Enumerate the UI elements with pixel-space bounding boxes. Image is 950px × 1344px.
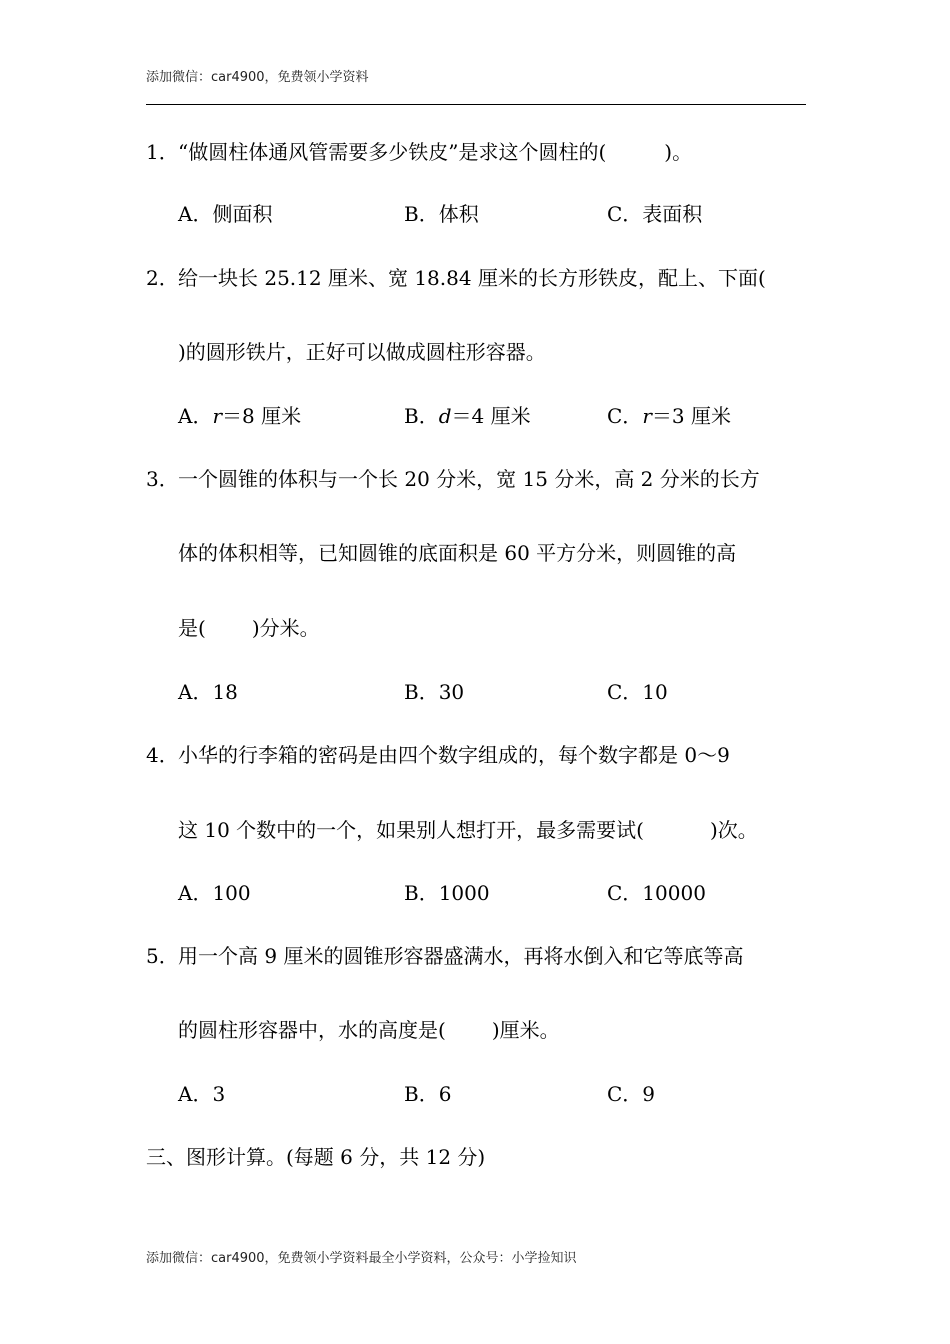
question-number: 3． xyxy=(146,467,179,491)
option-a[interactable]: A．18 xyxy=(178,680,238,704)
question-text-line-1: 小华的行李箱的密码是由四个数字组成的，每个数字都是 0～9 xyxy=(178,743,730,767)
question-text-line-2: 的圆柱形容器中，水的高度是( )厘米。 xyxy=(178,1018,560,1042)
option-b[interactable]: B．d＝4 厘米 xyxy=(404,404,531,428)
question-text-line-1: 用一个高 9 厘米的圆锥形容器盛满水，再将水倒入和它等底等高 xyxy=(178,944,744,968)
option-c[interactable]: C．10000 xyxy=(607,881,706,905)
option-c[interactable]: C．r＝3 厘米 xyxy=(607,404,731,428)
question-text-line-2: )的圆形铁片，正好可以做成圆柱形容器。 xyxy=(178,340,546,364)
question-number: 5． xyxy=(146,944,179,968)
option-b[interactable]: B．30 xyxy=(404,680,465,704)
page-footer: 添加微信：car4900，免费领小学资料最全小学资料，公众号：小学捡知识 xyxy=(146,1251,577,1266)
option-b[interactable]: B．6 xyxy=(404,1082,452,1106)
question-text-line-3: 是( )分米。 xyxy=(178,616,320,640)
question-text-line-1: 给一块长 25.12 厘米、宽 18.84 厘米的长方形铁皮，配上、下面( xyxy=(178,266,766,290)
option-a[interactable]: A．r＝8 厘米 xyxy=(178,404,302,428)
option-c[interactable]: C．9 xyxy=(607,1082,656,1106)
question-text-line-2: 体的体积相等，已知圆锥的底面积是 60 平方分米，则圆锥的高 xyxy=(178,541,737,565)
question-number: 2． xyxy=(146,266,179,290)
page-header: 添加微信：car4900，免费领小学资料 xyxy=(146,70,369,85)
question-text-line-2: 这 10 个数中的一个，如果别人想打开，最多需要试( )次。 xyxy=(178,818,758,842)
option-c[interactable]: C．表面积 xyxy=(607,202,703,226)
option-a[interactable]: A．100 xyxy=(178,881,251,905)
question-number: 1． xyxy=(146,140,179,164)
section-title: 三、图形计算。(每题 6 分，共 12 分) xyxy=(146,1145,486,1169)
option-a[interactable]: A．侧面积 xyxy=(178,202,273,226)
question-number: 4． xyxy=(146,743,179,767)
option-c[interactable]: C．10 xyxy=(607,680,668,704)
question-text: “做圆柱体通风管需要多少铁皮”是求这个圆柱的( )。 xyxy=(178,140,693,164)
option-b[interactable]: B．1000 xyxy=(404,881,490,905)
option-b[interactable]: B．体积 xyxy=(404,202,479,226)
header-divider xyxy=(146,104,806,105)
option-a[interactable]: A．3 xyxy=(178,1082,226,1106)
question-text-line-1: 一个圆锥的体积与一个长 20 分米，宽 15 分米，高 2 分米的长方 xyxy=(178,467,760,491)
